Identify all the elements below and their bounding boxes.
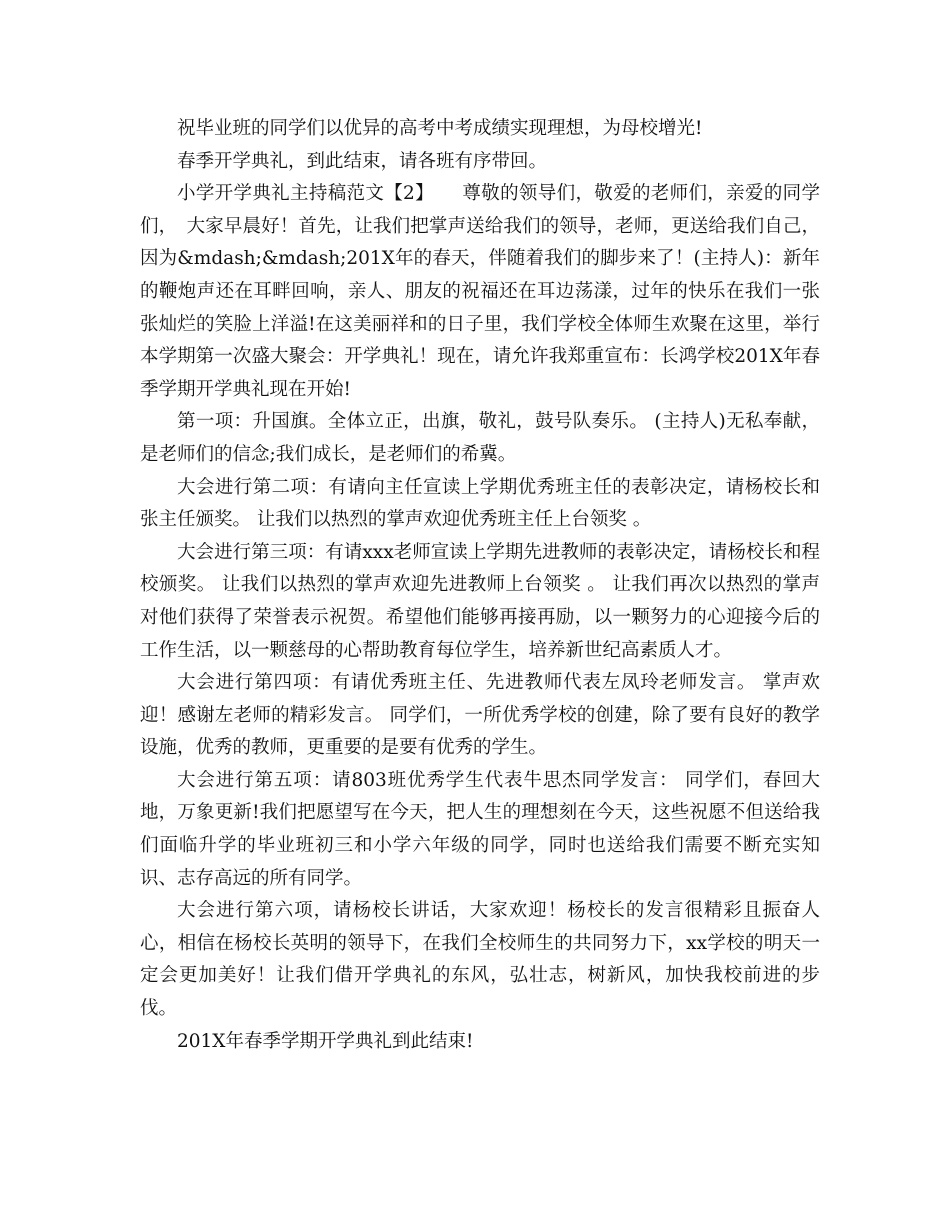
document-body <box>140 113 820 1058</box>
paragraph-6: 大会进行第三项：有请xxx老师宣读上学期先进教师的表彰决定，请杨校长和程校颁奖。 让我们以热烈的掌声欢迎先进教师上台领奖 。 让我们再次以热烈的掌声对他们获得了荣誉表示祝贺。希望他们能够再接再励，以一颗努力的心迎接今后的工作生活，以一颗慈母的心帮助教育每位学生，培养新世纪高素质人才。 <box>140 541 820 661</box>
paragraph-2: 春季开学典礼，到此结束，请各班有序带回。 <box>177 150 548 172</box>
paragraph-5: 大会进行第二项：有请向主任宣读上学期优秀班主任的表彰决定，请杨校长和张主任颁奖。 让我们以热烈的掌声欢迎优秀班主任上台领奖 。 <box>140 476 820 531</box>
paragraph-3: 小学开学典礼主持稿范文【2】 尊敬的领导们，敬爱的老师们，亲爱的同学们， 大家早晨好！首先，让我们把掌声送给我们的领导，老师，更送给我们自己，因为&mdash;&mdash;201X年的春天，伴随着我们的脚步来了！(主持人)：新年的鞭炮声还在耳畔回响，亲人、朋友的祝福还在耳边荡漾，过年的快乐在我们一张张灿烂的笑脸上洋溢!在这美丽祥和的日子里，我们学校全体师生欢聚在这里，举行本学期第一次盛大聚会：开学典礼！现在，请允许我郑重宣布：长鸿学校201X年春季学期开学典礼现在开始! <box>140 183 820 400</box>
paragraph-8: 大会进行第五项：请803班优秀学生代表牛思杰同学发言： 同学们，春回大地，万象更新!我们把愿望写在今天，把人生的理想刻在今天，这些祝愿不但送给我们面临升学的毕业班初三和小学六年级的同学，同时也送给我们需要不断充实知识、志存高远的所有同学。 <box>140 769 820 889</box>
paragraph-10: 201X年春季学期开学典礼到此结束! <box>177 1030 474 1052</box>
paragraph-1: 祝毕业班的同学们以优异的高考中考成绩实现理想，为母校增光! <box>177 118 703 139</box>
paragraph-7: 大会进行第四项：有请优秀班主任、先进教师代表左凤玲老师发言。 掌声欢迎！感谢左老师的精彩发言。 同学们，一所优秀学校的创建，除了要有良好的教学设施，优秀的教师，更重要的是要有优秀的学生。 <box>140 672 820 759</box>
paragraph-9: 大会进行第六项，请杨校长讲话，大家欢迎！杨校长的发言很精彩且振奋人心，相信在杨校长英明的领导下，在我们全校师生的共同努力下，xx学校的明天一定会更加美好！让我们借开学典礼的东风，弘壮志，树新风，加快我校前进的步伐。 <box>140 900 820 1020</box>
paragraph-4: 第一项：升国旗。全体立正，出旗，敬礼，鼓号队奏乐。 (主持人)无私奉献，是老师们的信念;我们成长，是老师们的希冀。 <box>140 411 820 465</box>
